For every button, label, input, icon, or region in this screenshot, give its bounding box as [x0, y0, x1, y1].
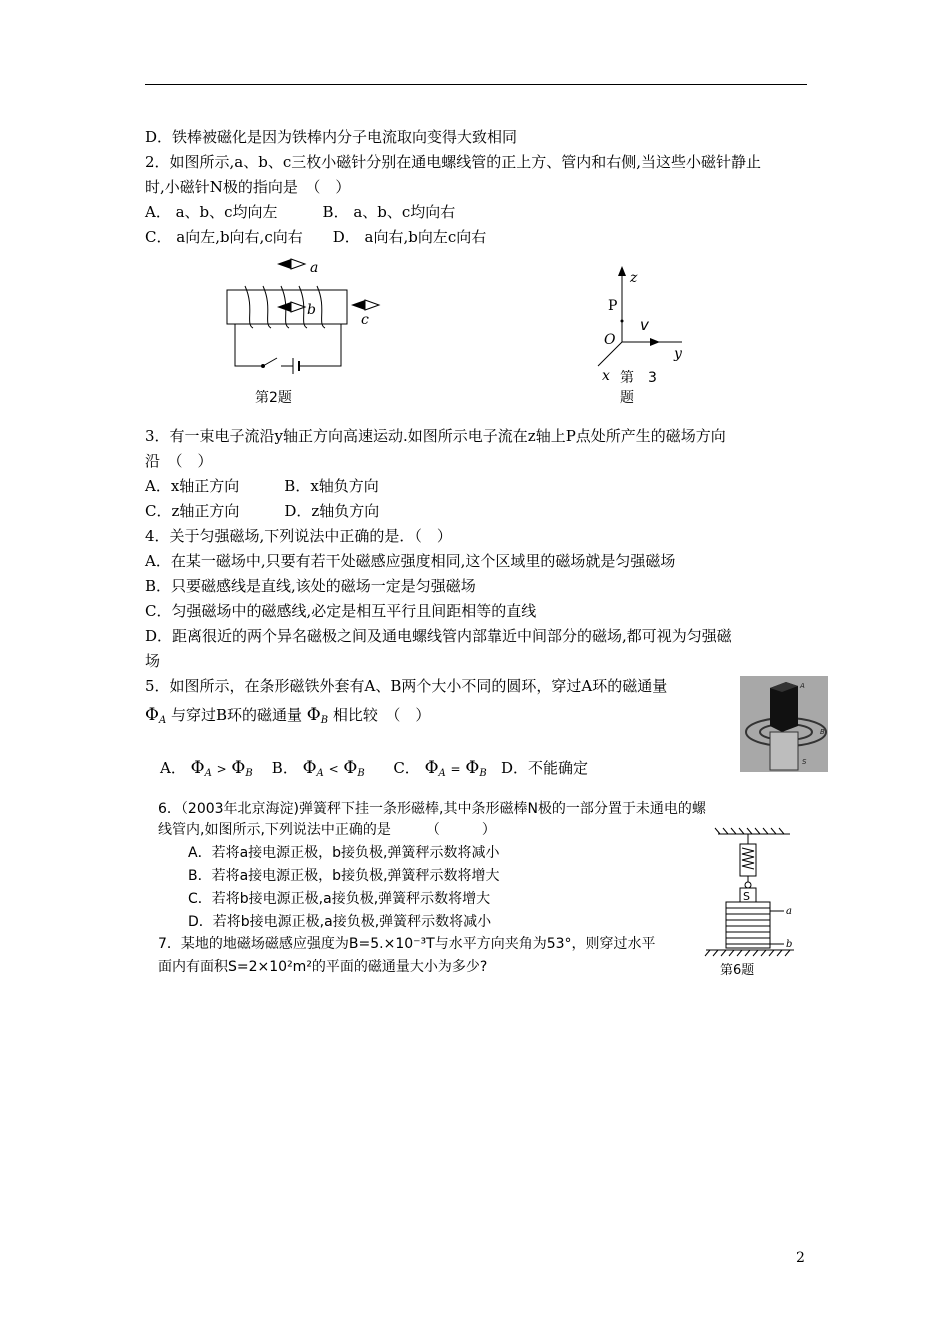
q1-option-d: D．铁棒被磁化是因为铁棒内分子电流取向变得大致相同: [145, 128, 518, 146]
velocity-v-label: v: [640, 316, 649, 334]
figure-2-solenoid: [215, 258, 390, 408]
q4-option-d-1: D．距离很近的两个异名磁极之间及通电螺线管内部靠近中间部分的磁场,都可视为匀强磁: [145, 627, 732, 645]
page-number: 2: [796, 1250, 805, 1266]
q3-stem-1: 3．有一束电子流沿y轴正方向高速运动.如图所示电子流在z轴上P点处所产生的磁场方向: [145, 427, 726, 445]
needle-b-label: b: [307, 302, 316, 318]
figure-3-caption-2: 题: [620, 390, 634, 406]
q3-options-ab: A．x轴正方向 B．x轴负方向: [145, 477, 379, 495]
q4-stem: 4．关于匀强磁场,下列说法中正确的是．（ ）: [145, 527, 452, 545]
q2-options-cd: C． a向左,b向右,c向右 D． a向右,b向左c向右: [145, 228, 487, 246]
terminal-a-label: a: [786, 906, 792, 917]
q6-option-d: D．若将b接电源正极,a接负极,弹簧秤示数将减小: [188, 914, 492, 930]
figure-3-caption-1: 第 3: [620, 370, 657, 386]
q4-option-c: C．匀强磁场中的磁感线,必定是相互平行且间距相等的直线: [145, 602, 537, 620]
terminal-b-label: b: [786, 939, 793, 950]
header-rule: [145, 84, 807, 85]
figure-6-spring-solenoid: [700, 826, 810, 986]
ring-b-label: B: [820, 728, 825, 736]
axis-y-label: y: [674, 346, 682, 362]
needle-a-label: a: [310, 260, 319, 276]
figure-2-caption: 第2题: [255, 390, 292, 406]
q5-stem-2: $\Phi_A$ 与穿过B环的磁通量 $\Phi_B$ 相比较 （ ）: [145, 705, 431, 726]
phi-symbol: Φ: [145, 705, 159, 725]
figure-6-caption: 第6题: [720, 963, 755, 978]
axis-z-label: z: [630, 270, 638, 286]
q7-stem-2: 面内有面积S=2×10²m²的平面的磁通量大小为多少?: [158, 959, 488, 975]
point-p-label: P: [608, 298, 618, 314]
phi-symbol: Φ: [306, 705, 321, 725]
figure-3-axes: [590, 262, 710, 412]
q2-options-ab: A． a、b、c均向左 B． a、b、c均向右: [145, 203, 456, 221]
q6-stem-1: 6．（2003年北京海淀)弹簧秤下挂一条形磁棒,其中条形磁棒N极的一部分置于未通电的螺: [158, 801, 706, 817]
magnet-s-label: S: [743, 890, 750, 903]
q6-option-c: C．若将b接电源正极,a接负极,弹簧秤示数将增大: [188, 891, 491, 907]
q6-stem-2: 线管内,如图所示,下列说法中正确的是 （ ）: [158, 822, 496, 838]
figure-5-magnet-rings: [740, 676, 828, 772]
origin-o-label: O: [604, 332, 616, 348]
q2-stem-2: 时,小磁针N极的指向是 （ ）: [145, 178, 351, 196]
q7-stem-1: 7．某地的地磁场磁感应强度为B=5.×10⁻³T与水平方向夹角为53°，则穿过水平: [158, 936, 656, 952]
q4-option-b: B．只要磁感线是直线,该处的磁场一定是匀强磁场: [145, 577, 476, 595]
q3-options-cd: C．z轴正方向 D．z轴负方向: [145, 502, 380, 520]
q4-option-a: A．在某一磁场中,只要有若干处磁感应强度相同,这个区域里的磁场就是匀强磁场: [145, 552, 676, 570]
q4-option-d-2: 场: [145, 652, 161, 670]
axis-x-label: x: [602, 368, 610, 384]
q3-stem-2: 沿 （ ）: [145, 452, 213, 470]
pole-s-label: S: [802, 758, 807, 766]
q5-options: A． $\Phi_A > \Phi_B$ B． $\Phi_A < \Phi_B$ C． $\Phi_A = \Phi_B$ D．不能确定: [160, 758, 589, 779]
needle-c-label: c: [361, 312, 369, 328]
q2-stem-1: 2．如图所示,a、b、c三枚小磁针分别在通电螺线管的正上方、管内和右侧,当这些小磁针静止: [145, 153, 762, 171]
q5-stem-1: 5．如图所示，在条形磁铁外套有A、B两个大小不同的圆环，穿过A环的磁通量: [145, 677, 668, 695]
ring-a-label: A: [800, 682, 805, 690]
q6-option-a: A．若将a接电源正极，b接负极,弹簧秤示数将减小: [188, 845, 500, 861]
q6-option-b: B．若将a接电源正极，b接负极,弹簧秤示数将增大: [188, 868, 500, 884]
